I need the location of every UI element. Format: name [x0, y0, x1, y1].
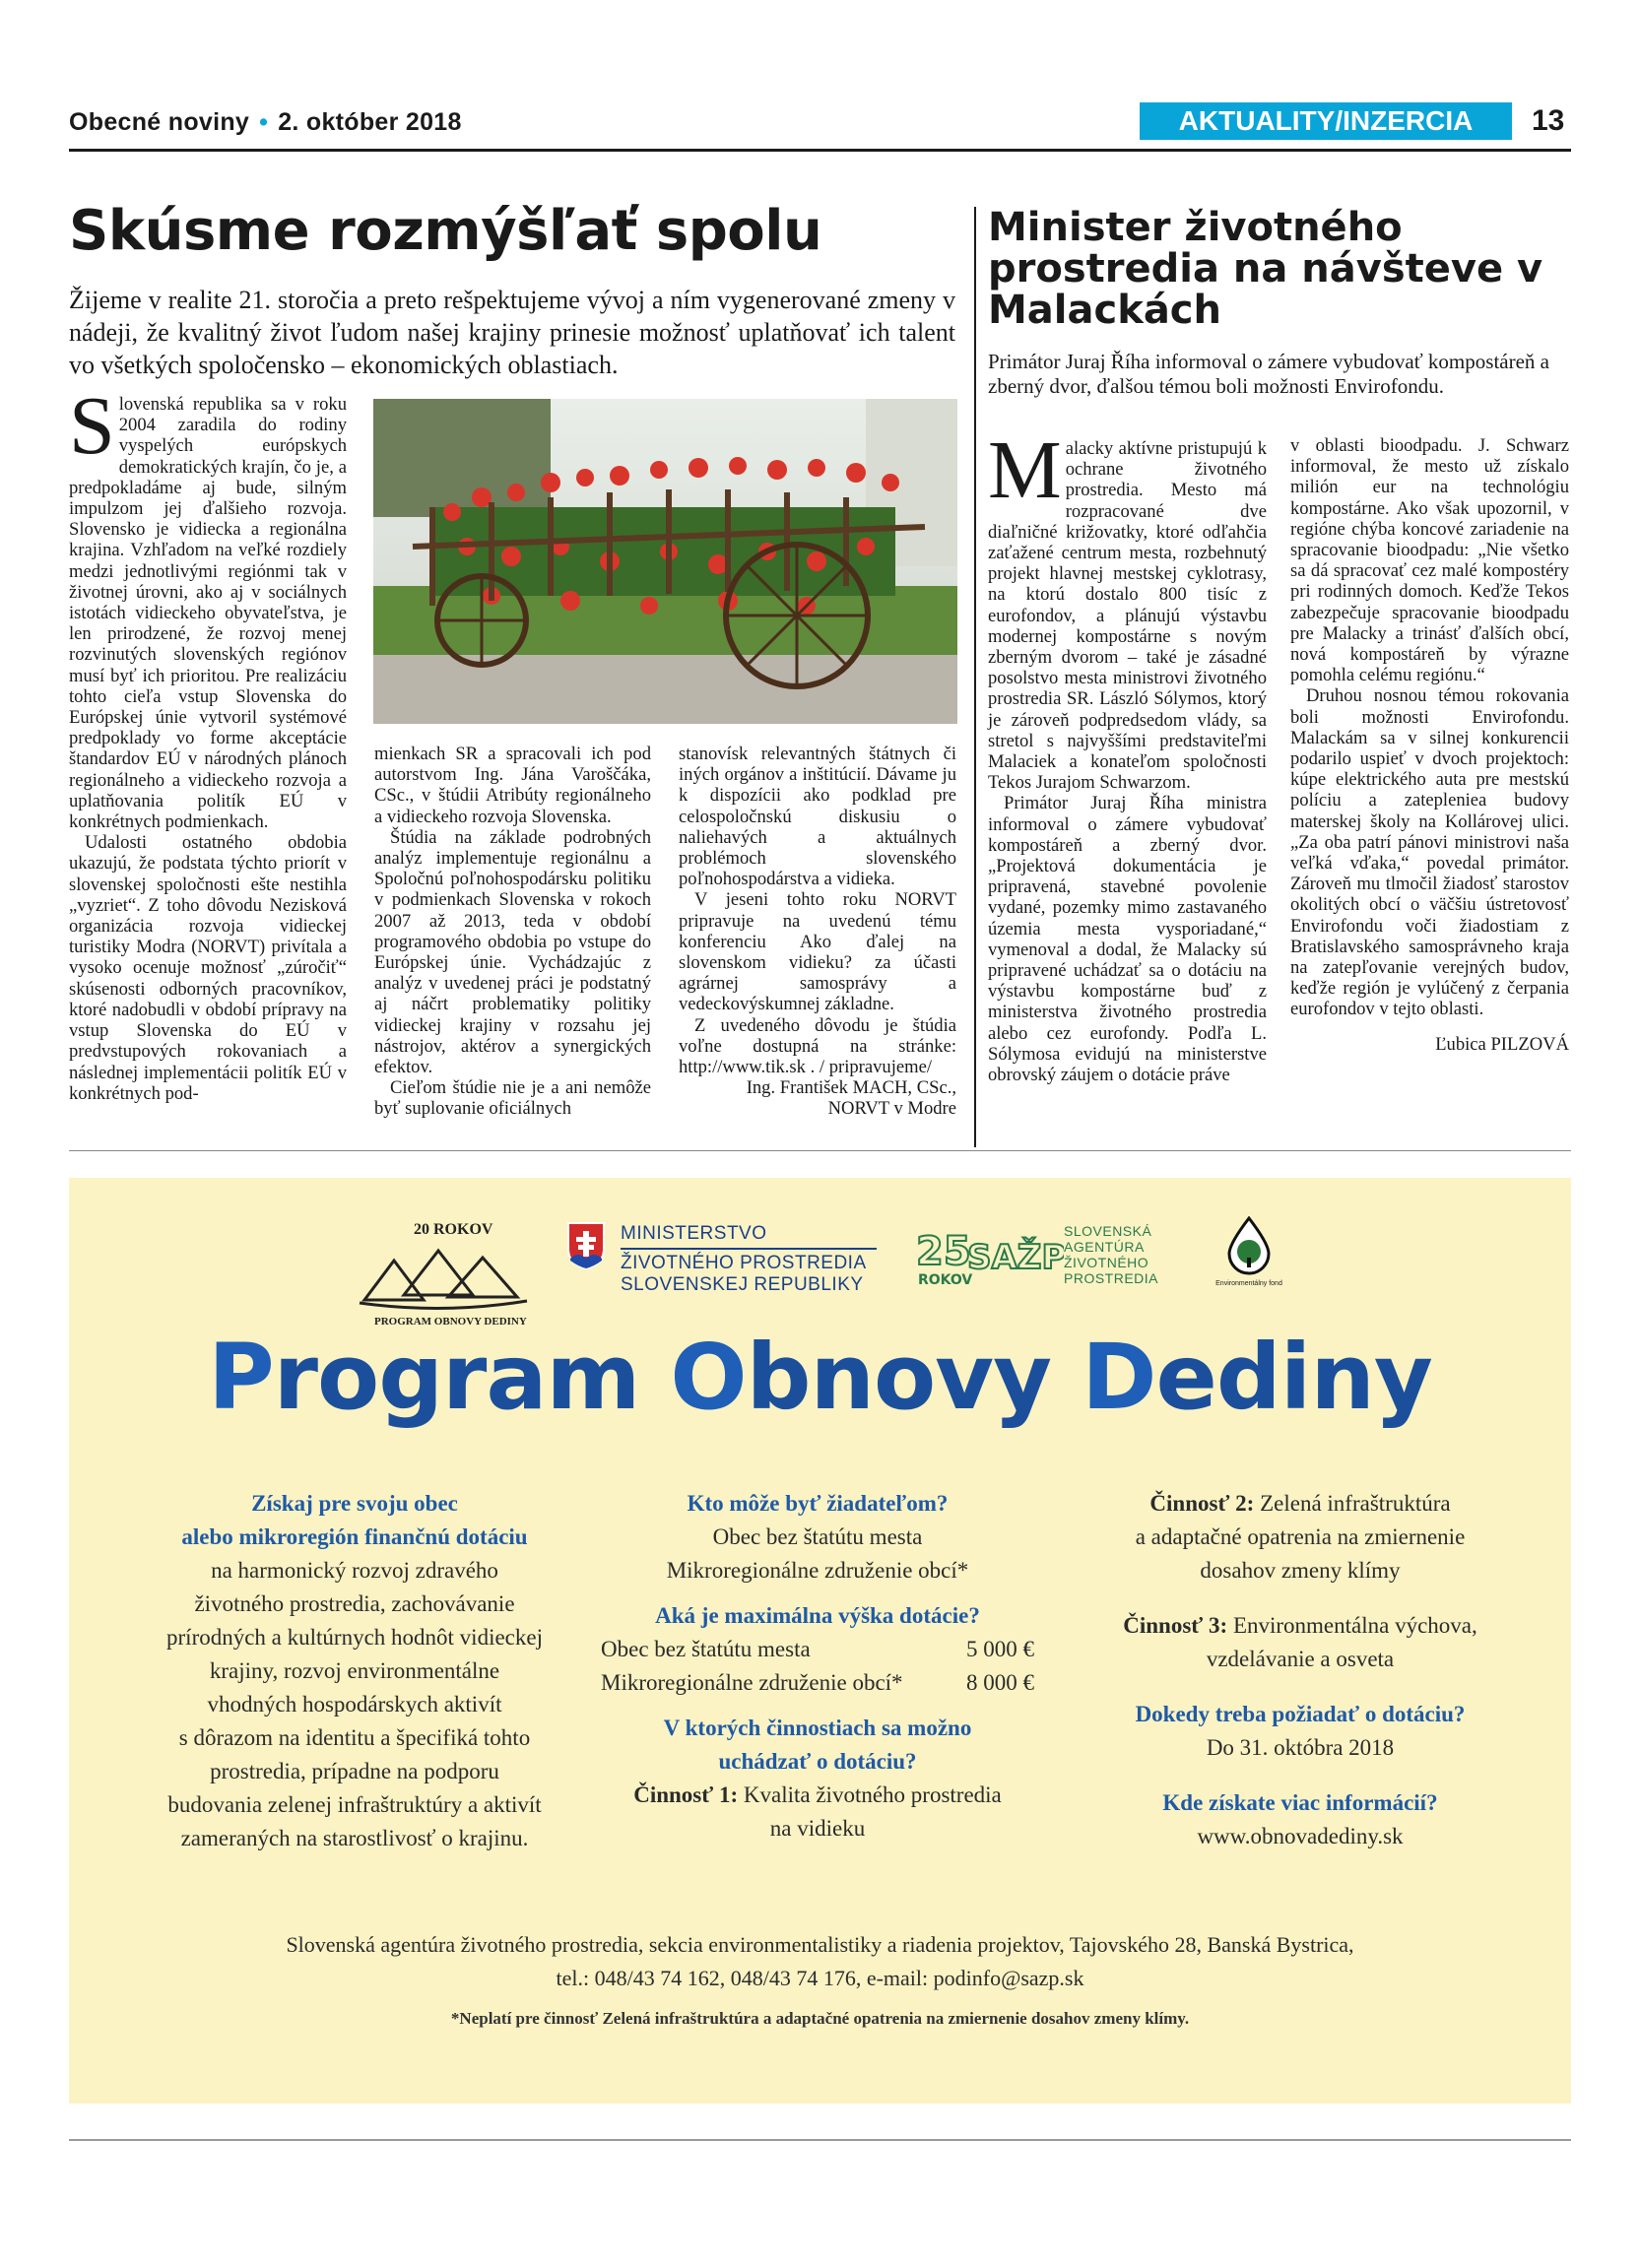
activity-label: Činnosť 1:	[633, 1782, 739, 1807]
article2-headline: Minister životného prostredia na návšteve v Malackách	[988, 205, 1543, 333]
ad-heading: Aká je maximálna výška dotácie?	[655, 1603, 980, 1628]
sazp-line-1: SLOVENSKÁ	[1064, 1223, 1152, 1239]
separator-dot: •	[259, 108, 269, 136]
paper-name: Obecné noviny	[69, 108, 250, 136]
paragraph: mienkach SR a spracovali ich pod autorstvom Ing. Jána Varoščáka, CSc., v štúdii Atribúty regionálneho a vidieckeho rozvoja Slovenska.	[374, 744, 651, 827]
amount-row	[571, 1666, 1064, 1700]
ad-heading: Dokedy treba požiadať o dotáciu?	[1135, 1702, 1466, 1726]
author-signature: Ľubica PILZOVÁ	[1435, 1033, 1569, 1055]
tree-drop-icon	[1221, 1216, 1277, 1275]
ad-contact	[69, 1928, 1571, 1995]
paragraph: Z uvedeného dôvodu je štúdia voľne dostupná na stránke: http://www.tik.sk . / pripravujeme/	[679, 1014, 956, 1078]
paragraph: V jeseni tohto roku NORVT pripravuje na uvedenú tému konferenciu Ako ďalej na slovenskom vidieku? za účasti agrárnej samosprávy a vedeckovýskumnej základne.	[679, 889, 956, 1015]
amount-label: Obec bez štatútu mesta	[601, 1637, 811, 1661]
activity-text: Environmentálna výchova,	[1232, 1613, 1477, 1638]
article2-lead: Primátor Juraj Říha informoval o zámere vybudovať kompostáreň a zberný dvor, ďalšou témou boli možnosti Envirofondu.	[988, 350, 1549, 398]
ad-headline	[69, 1325, 1571, 1430]
amount-row	[571, 1633, 1064, 1666]
article-bottom-rule	[69, 1150, 1571, 1151]
ministry-line-2: ŽIVOTNÉHO PROSTREDIA	[621, 1253, 867, 1273]
slovak-coat-of-arms-icon	[566, 1221, 606, 1270]
headline-initial: D	[1082, 1325, 1156, 1430]
article1-lead: Žijeme v realite 21. storočia a preto rešpektujeme vývoj a ním vygenerované zmeny v nádeji, že kvalitný život ľudom našej krajiny prinesie možnosť uplatňovať ich talent vo všetkých spoločensko – ekonomických oblastiach.	[69, 286, 955, 379]
village-house-icon	[345, 1206, 542, 1334]
ad-line: na harmonický rozvoj zdravého	[211, 1558, 498, 1583]
photo-illustration	[373, 399, 957, 724]
ad-line: zameraných na starostlivosť o krajinu.	[180, 1826, 529, 1850]
ad-line: s dôrazom na identitu a špecifiká tohto	[178, 1725, 531, 1750]
article2-column-2	[1290, 435, 1569, 1055]
paragraph: Primátor Juraj Říha ministra informoval o zámere vybudovať kompostáreň a zberný dvor. „Projektová dokumentácia je pripravená, stavebné povolenie vydané, pozemky mimo zastavaného územia mesta vysporiadané,“ vymenoval a dodal, že Malacky sú pripravené uchádzať sa o dotáciu na výstavbu kompostárne buď z ministerstva životného prostredia alebo cez eurofondy. Podľa L. Sólymosa evidujú na ministerstve obrovský záujem o dotácie práve	[988, 793, 1267, 1086]
amount-label: Mikroregionálne združenie obcí*	[601, 1670, 903, 1695]
ad-heading: Kde získate viac informácií?	[1162, 1790, 1438, 1815]
amount-value: 8 000 €	[966, 1670, 1034, 1695]
ad-footnote: *Neplatí pre činnosť Zelená infraštruktúra a adaptačné opatrenia na zmiernenie dosahov zmeny klímy.	[450, 2009, 1190, 2028]
ad-column-1	[128, 1487, 581, 1855]
ad-heading: Získaj pre svoju obec	[251, 1491, 458, 1516]
headline-initial: O	[670, 1325, 747, 1430]
header-rule	[69, 149, 1571, 152]
sazp-line-2: AGENTÚRA	[1064, 1239, 1145, 1255]
dropcap: M	[988, 424, 1062, 516]
ad-heading: V ktorých činnostiach sa možno	[663, 1716, 972, 1740]
ad-line: prírodných a kultúrnych hodnôt vidieckej	[166, 1625, 543, 1650]
ad-address: Slovenská agentúra životného prostredia, sekcia environmentalistiky a riadenia projektov, Tajovského 28, Banská Bystrica,	[286, 1932, 1354, 1957]
paragraph: lovenská republika sa v roku 2004 zaradila do rodiny vyspelých európskych demokratických krajín, čo je, a predpokladáme aj bude, silným impulzom jej ďalšieho rozvoja. Slovensko je vidiecka a regionálna krajina. Vzhľadom na veľké rozdiely medzi jednotlivými regiónmi tak v životnej úrovni, ako aj v sociálnych istotách vidieckeho obyvateľstva, je len prirodzené, že rozvoj menej rozvinutých slovenských regiónov musí byť ich prioritou. Pre realizáciu tohto cieľa vstup Slovenska do Európskej únie vytvoril systémové predpoklady vo forme akceptácie štandardov EÚ v národných plánoch regionálneho a vidieckeho rozvoja a uplatňovania politík EÚ v konkrétnych podmienkach.	[69, 394, 347, 833]
paragraph: alacky aktívne pristupujú k ochrane životného prostredia. Mesto má rozpracované dve diaľničné križovatky, ktoré odľahčia zaťažené centrum mesta, rozbehnutý projekt hlavnej mestskej cyklotrasy, na ktorú dostalo 800 tisíc z eurofondov, a plánujú výstavbu modernej kompostárne s novým zberným dvorom – také je zásadné posolstvo mesta ministrovi životného prostredia SR. László Sólymos, ktorý je zároveň podpredsedom vlády, sa stretol s najvyššími predstaviteľmi Malaciek a konateľom spoločnosti Tekos Jurajom Schwarzom.	[988, 438, 1267, 794]
ministry-logo-text	[621, 1223, 877, 1296]
ad-heading: uchádzať o dotáciu?	[718, 1749, 917, 1774]
issue-date: 2. október 2018	[278, 108, 462, 136]
logo-program-text: PROGRAM OBNOVY DEDINY	[374, 1316, 527, 1328]
author-organization: NORVT v Modre	[827, 1098, 956, 1120]
website-link[interactable]: www.obnovadediny.sk	[1197, 1824, 1404, 1848]
ministry-line-3: SLOVENSKEJ REPUBLIKY	[621, 1274, 864, 1295]
paragraph: Štúdia na základe podrobných analýz implementuje regionálnu a Spoločnú poľnohospodársku politiku v podmienkach Slovenska v rokoch 2007 až 2013, teda v období programového obdobia po vstupe do Európskej únie. Vychádzajúc z analýz v uvedenej práci je podstatný aj náčrt problematiky politiky vidieckej krajiny v rozsahu jej nástrojov, aktérov a synergických efektov.	[374, 826, 651, 1078]
article1-column-1	[69, 380, 347, 1104]
ad-line: krajiny, rozvoj environmentálne	[209, 1658, 500, 1683]
activity-1	[571, 1779, 1064, 1812]
paragraph: Cieľom štúdie nie je a ani nemôže byť suplovanie oficiálnych	[374, 1077, 651, 1120]
ad-line: vhodných hospodárskych aktivít	[207, 1692, 502, 1717]
page-bottom-rule	[69, 2139, 1571, 2141]
ad-line: vzdelávanie a osveta	[1206, 1647, 1395, 1671]
dropcap: S	[69, 380, 115, 472]
amount-value: 5 000 €	[966, 1637, 1034, 1661]
ad-line: prostredia, prípadne na podporu	[210, 1759, 499, 1783]
headline-word: rogram	[273, 1325, 671, 1430]
sazp-line-4: PROSTREDIA	[1064, 1270, 1159, 1286]
column-divider	[974, 207, 976, 1147]
logo-years-text: 20 ROKOV	[414, 1221, 493, 1238]
paragraph: Druhou nosnou témou rokovania boli možnosti Envirofondu. Malackám sa v silnej konkurencii podarilo uspieť v dvoch projektoch: kúpe elektrického auta pre mestskú políciu a zatepleniea budovy materskej školy na Kollárovej ulici. „Za oba patrí pánovi ministrovi naša veľká vďaka,“ povedal primátor. Zároveň mu tlmočil žiadosť starostov okolitých obcí o väčšiu ústretovosť Envirofondu voči žiadostiam z Bratislavského samosprávneho kraja na zatepľovanie verejných budov, keďže región je vylúčený z čerpania eurofondov v tejto oblasti.	[1290, 685, 1569, 1020]
envirofond-logo	[1210, 1216, 1288, 1295]
ad-line: Mikroregionálne združenie obcí*	[666, 1558, 969, 1583]
article1-headline: Skúsme rozmýšľať spolu	[69, 199, 822, 263]
headline-initial: P	[208, 1325, 274, 1430]
ad-column-2	[571, 1487, 1064, 1846]
sazp-line-3: ŽIVOTNÉHO	[1064, 1255, 1149, 1270]
activity-label: Činnosť 3:	[1123, 1613, 1228, 1638]
ad-column-3	[1069, 1487, 1532, 1853]
page-number: 13	[1532, 104, 1565, 137]
sazp-logo	[916, 1221, 1064, 1290]
author-signature: Ing. František MACH, CSc.,	[746, 1077, 956, 1099]
envirofond-label: Environmentálny fond	[1215, 1280, 1282, 1287]
section-label: AKTUALITY/INZERCIA	[1140, 102, 1512, 140]
wagon-flowers-photo	[373, 399, 957, 724]
article2-column-1	[988, 424, 1267, 1086]
ad-heading: Kto môže byť žiadateľom?	[687, 1491, 949, 1516]
headline-word: ediny	[1155, 1325, 1432, 1430]
sazp-years: 25	[916, 1229, 971, 1274]
activity-text: Kvalita životného prostredia	[743, 1782, 1002, 1807]
headline-word: bnovy	[746, 1325, 1082, 1430]
sazp-rokov: ROKOV	[918, 1272, 973, 1288]
ad-phone-email: tel.: 048/43 74 162, 048/43 74 176, e-mail: podinfo@sazp.sk	[556, 1966, 1084, 1990]
ad-line: Obec bez štatútu mesta	[712, 1524, 923, 1549]
paragraph: stanovísk relevantných štátnych či iných orgánov a inštitúcií. Dávame ju k dispozícii ako podklad pre celospoločnskú diskusiu o naliehavých a aktuálnych problémoch slovenského poľnohospodárstva a vidieka.	[679, 744, 956, 890]
sazp-text	[1064, 1223, 1192, 1286]
masthead	[69, 108, 462, 137]
deadline: Do 31. októbra 2018	[1206, 1735, 1395, 1760]
paragraph: Udalosti ostatného obdobia ukazujú, že podstata týchto priorít v slovenskej spoločnosti ešte nestihla „vyzriet“. Z toho dôvodu Nezisková organizácia rozvoja vidieckej turistiky Modra (NORVT) privítala a vysoko ocenuje možnosť „zúročiť“ skúsenosti odborných pracovníkov, ktoré nadobudli v období prípravy na vstup Slovenska do EÚ v predvstupových rokovaniach a následnej implementácii politík EÚ v konkrétnych pod-	[69, 832, 347, 1104]
activity-label: Činnosť 2:	[1149, 1491, 1255, 1516]
paragraph: v oblasti bioodpadu. J. Schwarz informoval, že mesto už získalo milión eur na technológiu kompostárne. Ako však upozornil, v regióne chýba koncové zariadenie na spracovanie bioodpadu: „Nie všetko sa dá spracovať cez malé kompostéry pri rodinných domoch. Keďže Tekos zabezpečuje spracovanie bioodpadu pre Malacky a trinásť ďalších obcí, nová kompostáreň by výrazne pomohla celému regiónu.“	[1290, 435, 1569, 686]
ministry-line-1: MINISTERSTVO	[621, 1223, 877, 1250]
ad-line: na vidieku	[769, 1816, 866, 1841]
ad-line: a adaptačné opatrenia na zmiernenie	[1135, 1524, 1466, 1549]
anniversary-logo	[345, 1206, 542, 1334]
ad-line: budovania zelenej infraštruktúry a aktivít	[167, 1792, 542, 1817]
activity-3	[1069, 1609, 1532, 1643]
ad-heading: alebo mikroregión finančnú dotáciu	[181, 1524, 528, 1549]
activity-2	[1069, 1487, 1532, 1521]
article1-column-3	[679, 744, 956, 1120]
activity-text: Zelená infraštruktúra	[1260, 1491, 1451, 1516]
sazp-mark: SAŽP	[967, 1238, 1064, 1277]
article1-column-2	[374, 744, 651, 1120]
ad-line: životného prostredia, zachovávanie	[194, 1591, 515, 1616]
ad-line: dosahov zmeny klímy	[1200, 1558, 1401, 1583]
